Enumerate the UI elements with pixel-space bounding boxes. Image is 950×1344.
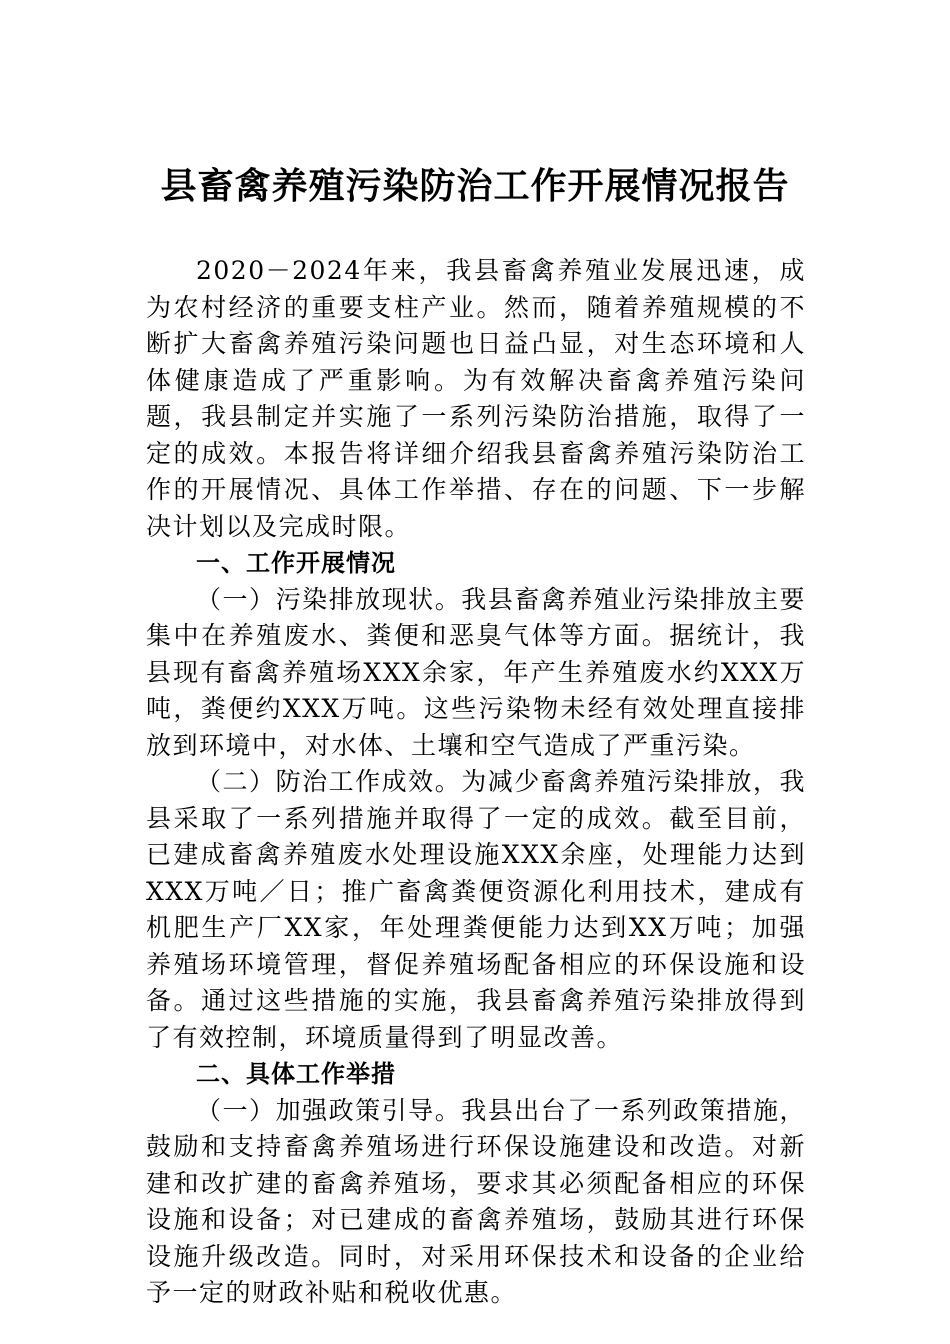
paragraph-policy-guidance: （一）加强政策引导。我县出台了一系列政策措施，鼓励和支持畜禽养殖场进行环保设施建设和改造。对新建和改扩建的畜禽养殖场，要求其必须配备相应的环保设施和设备；对已建成的畜禽养殖场，鼓励其进行环保设施升级改造。同时，对采用环保技术和设备的企业给予一定的财政补贴和税收优惠。 — [146, 1095, 806, 1307]
section-heading-work-status: 一、工作开展情况 — [196, 549, 396, 577]
document-title: 县畜禽养殖污染防治工作开展情况报告 — [160, 165, 790, 207]
paragraph-pollution-status: （一）污染排放现状。我县畜禽养殖业污染排放主要集中在养殖废水、粪便和恶臭气体等方面。据统计，我县现有畜禽养殖场XXX余家，年产生养殖废水约XXX万吨，粪便约XXX万吨。这些污染物未经有效处理直接排放到环境中，对水体、土壤和空气造成了严重污染。 — [146, 584, 806, 760]
document-body — [146, 253, 806, 1312]
section-heading-specific-measures: 二、具体工作举措 — [196, 1060, 396, 1088]
paragraph-prevention-results: （二）防治工作成效。为减少畜禽养殖污染排放，我县采取了一系列措施并取得了一定的成效。截至目前，已建成畜禽养殖废水处理设施XXX余座，处理能力达到XXX万吨／日；推广畜禽粪便资源化利用技术，建成有机肥生产厂XX家，年处理粪便能力达到XX万吨；加强养殖场环境管理，督促养殖场配备相应的环保设施和设备。通过这些措施的实施，我县畜禽养殖污染排放得到了有效控制，环境质量得到了明显改善。 — [146, 767, 806, 1052]
intro-paragraph: 2020－2024年来，我县畜禽养殖业发展迅速，成为农村经济的重要支柱产业。然而，随着养殖规模的不断扩大畜禽养殖污染问题也日益凸显，对生态环境和人体健康造成了严重影响。为有效解决畜禽养殖污染问题，我县制定并实施了一系列污染防治措施，取得了一定的成效。本报告将详细介绍我县畜禽养殖污染防治工作的开展情况、具体工作举措、存在的问题、下一步解决计划以及完成时限。 — [146, 256, 806, 541]
